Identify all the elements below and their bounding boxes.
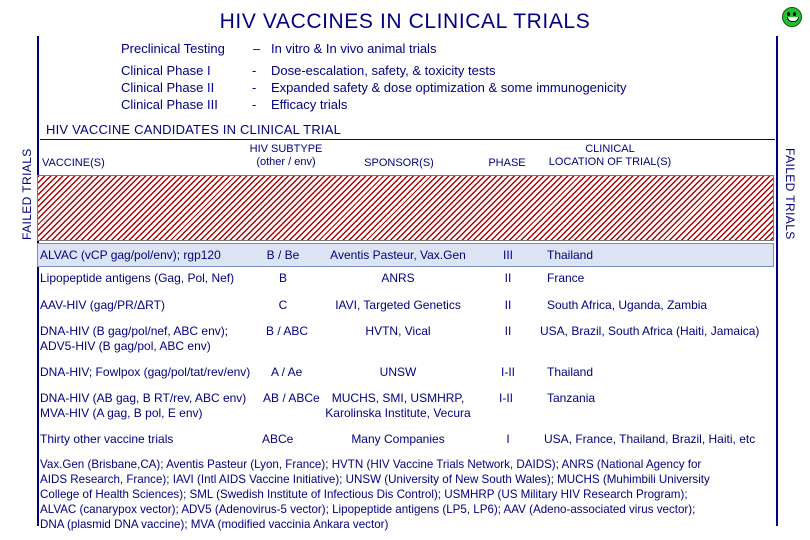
section-divider xyxy=(40,139,775,140)
row-6-vaccine xyxy=(40,391,246,421)
col-header-subtype xyxy=(236,143,336,169)
col-header-location xyxy=(530,143,690,169)
row-4-vaccine-line2: ADV5-HIV (B gag/pol, ABC env) xyxy=(40,339,211,353)
row-1-phase: III xyxy=(502,248,513,262)
phase-1 xyxy=(121,63,721,81)
row-7-phase: I xyxy=(506,432,510,446)
phase-3 xyxy=(121,97,721,115)
phase-desc: Expanded safety & dose optimization & some immunogenicity xyxy=(271,80,627,95)
row-1-vaccine: ALVAC (vCP gag/pol/env); rgp120 xyxy=(40,248,221,262)
row-3-location: South Africa, Uganda, Zambia xyxy=(547,298,708,312)
row-6-sponsor-line2: Karolinska Institute, Vecura xyxy=(325,406,471,420)
row-3-sponsor: IAVI, Targeted Genetics xyxy=(335,298,461,312)
row-6-sponsor-line1: MUCHS, SMI, USMHRP, xyxy=(331,391,465,405)
row-7-vaccine: Thirty other vaccine trials xyxy=(40,432,174,446)
row-1-location: Thailand xyxy=(547,248,594,262)
phase-preclinical xyxy=(121,41,721,59)
page-title: HIV VACCINES IN CLINICAL TRIALS xyxy=(219,10,591,33)
abbreviations-footnote xyxy=(40,457,780,532)
row-6-phase: I-II xyxy=(499,391,513,405)
phase-label: Preclinical Testing xyxy=(121,41,225,56)
phase-dash: – xyxy=(253,41,261,56)
col-header-phase: PHASE xyxy=(488,157,526,169)
phase-desc: In vitro & In vivo animal trials xyxy=(271,41,437,56)
footnote-line: College of Health Sciences); SML (Swedish Institute of Infectious Dis Control); USMHRP (US Military HIV Research Program); xyxy=(40,488,688,501)
col-header-location-line1: CLINICAL xyxy=(585,143,635,155)
row-3-vaccine: AAV-HIV (gag/PR/ΔRT) xyxy=(40,298,165,312)
row-2-subtype: B xyxy=(278,271,287,285)
row-4-phase: II xyxy=(504,324,512,338)
row-3-phase: II xyxy=(504,298,512,312)
footnote-line: DNA (plasmid DNA vaccine); MVA (modified vaccinia Ankara vector) xyxy=(40,518,389,531)
col-header-subtype-line2: (other / env) xyxy=(256,156,316,168)
row-2-vaccine: Lipopeptide antigens (Gag, Pol, Nef) xyxy=(40,271,235,285)
footnote-line: Vax.Gen (Brisbane,CA); Aventis Pasteur (Lyon, France); HVTN (HIV Vaccine Trials Network, DAIDS); ANRS (National Agency for xyxy=(40,458,702,471)
footnote-line: ALVAC (canarypox vector); ADV5 (Adenovirus-5 vector); Lipopeptide antigens (LP5, LP6); AAV (Adeno-associated virus vector); xyxy=(40,503,696,516)
row-2-sponsor: ANRS xyxy=(381,271,415,285)
row-7-sponsor: Many Companies xyxy=(351,432,445,446)
phase-label: Clinical Phase III xyxy=(121,97,218,112)
phase-dash: - xyxy=(252,63,257,78)
row-4-vaccine-line1: DNA-HIV (B gag/pol/nef, ABC env); xyxy=(40,324,229,338)
phase-label: Clinical Phase I xyxy=(121,63,211,78)
row-4-sponsor: HVTN, Vical xyxy=(365,324,431,338)
row-5-subtype: A / Ae xyxy=(271,365,303,379)
phase-dash: - xyxy=(252,80,257,95)
row-6-sponsor xyxy=(318,391,478,421)
footnote-line: AIDS Research, France); IAVI (Intl AIDS Vaccine Initiative); UNSW (University of New South Wales); MUCHS (Muhimbili University xyxy=(40,473,710,486)
row-2-location: France xyxy=(547,271,585,285)
failed-trials-label-right: FAILED TRIALS xyxy=(783,148,797,240)
row-1-subtype: B / Be xyxy=(266,248,300,262)
row-7-subtype: ABCe xyxy=(262,432,294,446)
phase-dash: - xyxy=(252,97,257,112)
row-4-vaccine xyxy=(40,324,228,354)
phase-desc: Dose-escalation, safety, & toxicity tests xyxy=(271,63,496,78)
phase-2 xyxy=(121,80,721,98)
col-header-location-line2: LOCATION OF TRIAL(S) xyxy=(548,156,672,168)
phase-label: Clinical Phase II xyxy=(121,80,215,95)
row-3-subtype: C xyxy=(278,298,288,312)
row-5-phase: I-II xyxy=(501,365,515,379)
col-header-subtype-line1: HIV SUBTYPE xyxy=(249,143,323,155)
smiley-icon[interactable] xyxy=(782,7,802,27)
row-4-location: USA, Brazil, South Africa (Haiti, Jamaica) xyxy=(540,324,760,338)
row-1-sponsor: Aventis Pasteur, Vax.Gen xyxy=(330,248,466,262)
row-6-location: Tanzania xyxy=(547,391,596,405)
row-5-location: Thailand xyxy=(547,365,594,379)
failed-trials-label-left: FAILED TRIALS xyxy=(20,148,34,240)
row-2-phase: II xyxy=(504,271,512,285)
col-header-sponsor: SPONSOR(S) xyxy=(364,157,434,169)
row-7-location: USA, France, Thailand, Brazil, Haiti, etc xyxy=(544,432,756,446)
section-heading: HIV VACCINE CANDIDATES IN CLINICAL TRIAL xyxy=(46,122,342,137)
col-header-vaccine: VACCINE(S) xyxy=(42,157,105,169)
row-6-subtype: AB / ABCe xyxy=(263,391,320,405)
phase-desc: Efficacy trials xyxy=(271,97,348,112)
row-4-subtype: B / ABC xyxy=(265,324,309,338)
failed-trials-hatch-band xyxy=(37,175,774,241)
row-5-vaccine: DNA-HIV; Fowlpox (gag/pol/tat/rev/env) xyxy=(40,365,251,379)
row-5-sponsor: UNSW xyxy=(379,365,417,379)
row-6-vaccine-line1: DNA-HIV (AB gag, B RT/rev, ABC env) xyxy=(40,391,247,405)
row-6-vaccine-line2: MVA-HIV (A gag, B pol, E env) xyxy=(40,406,203,420)
